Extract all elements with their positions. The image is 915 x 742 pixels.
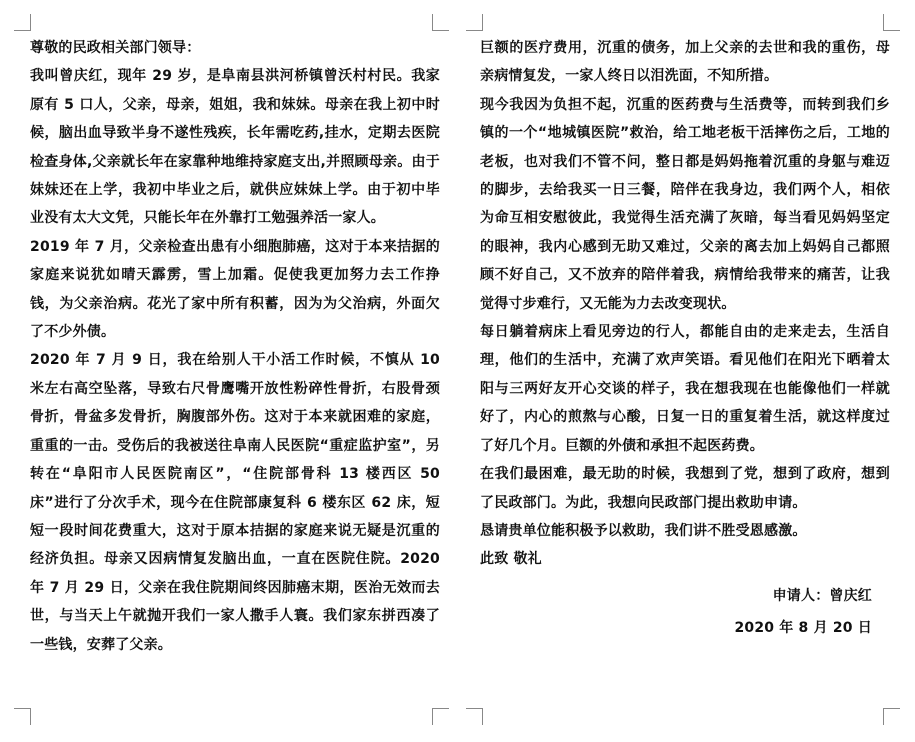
closing-line: 此致 敬礼 (480, 551, 542, 568)
crop-mark-top-right (883, 14, 900, 31)
application-date: 2020 年 8 月 20 日 (734, 620, 872, 637)
crop-mark-bottom-left (466, 708, 483, 725)
document-page-right (458, 0, 915, 742)
applicant-signature: 申请人：曾庆红 (772, 587, 872, 604)
crop-mark-top-right (432, 14, 449, 31)
paragraph: 现今我因为负担不起，沉重的医药费与生活费等，而转到我们乡镇的一个“地城镇医院”救治，给工地老板干活摔伤之后，工地的老板，也对我们不管不问，整日都是妈妈拖着沉重的身躯与难迈的脚步，去给我买一日三餐，陪伴在我身边，我们两个人，相依为命互相安慰彼此，我觉得生活充满了灰暗，每当看见妈妈坚定的眼神，我内心感到无助又难过，父亲的离去加上妈妈自己都照顾不好自己，又不放弃的陪伴着我，病情给我带来的痛苦，让我觉得寸步难行，又无能为力去改变现状。 (480, 96, 890, 312)
crop-mark-top-left (14, 14, 31, 31)
paragraph: 我叫曾庆红，现年 29 岁，是阜南县洪河桥镇曾沃村村民。我家原有 5 口人，父亲，母亲，姐姐，我和妹妹。母亲在我上初中时候，脑出血导致半身不遂性残疾，长年需吃药,挂水，定期去医院检查身体,父亲就长年在家靠种地维持家庭支出,并照顾母亲。由于妹妹还在上学，我初中毕业之后，就供应妹妹上学。由于初中毕业没有太大文凭，只能长年在外靠打工勉强养活一家人。 (30, 68, 440, 227)
paragraph: 2020 年 7 月 9 日，我在给别人干小活工作时候，不慎从 10 米左右高空坠落，导致右尺骨鹰嘴开放性粉碎性骨折，右股骨颈骨折，骨盆多发骨折，胸腹部外伤。这对于本来就困难的家庭，重重的一击。受伤后的我被送往阜南人民医院“重症监护室”，另转在“阜阳市人民医院南区”，“住院部骨科 13 楼西区 50 床”进行了分次手术，现今在住院部康复科 6 楼东区 62 床，短短一段时间花费重大，这对于原本拮据的家庭来说无疑是沉重的经济负担。母亲又因病情复发脑出血，一直在医院住院。2020 年 7 月 29 日，父亲在我住院期间终因肺癌末期，医治无效而去世，与当天上午就抛开我们一家人撒手人寰。我们家东拼西凑了一些钱，安葬了父亲。 (30, 352, 440, 653)
paragraph: 在我们最困难，最无助的时候，我想到了党，想到了政府，想到了民政部门。为此，我想向民政部门提出救助申请。 (480, 466, 890, 511)
paragraph: 2019 年 7 月，父亲检查出患有小细胞肺癌，这对于本来拮据的家庭来说犹如晴天霹雳，雪上加霜。促使我更加努力去工作挣钱，为父亲治病。花光了家中所有积蓄，因为为父治病，外面欠了不少外债。 (30, 238, 440, 341)
paragraph: 巨额的医疗费用，沉重的债务，加上父亲的去世和我的重伤，母亲病情复发，一家人终日以泪洗面，不知所措。 (480, 40, 890, 85)
crop-mark-bottom-right (432, 708, 449, 725)
paragraph: 每日躺着病床上看见旁边的行人，都能自由的走来走去，生活自理，他们的生活中，充满了欢声笑语。看见他们在阳光下晒着太阳与三两好友开心交谈的样子，我在想我现在也能像他们一样就好了，内心的煎熬与心酸，日复一日的重复着生活，就这样度过了好几个月。巨额的外债和承担不起医药费。 (480, 324, 890, 454)
paragraph: 恳请贵单位能积极予以救助，我们讲不胜受恩感激。 (480, 522, 807, 539)
left-text-column (30, 34, 440, 659)
crop-mark-top-left (466, 14, 483, 31)
salutation: 尊敬的民政相关部门领导： (30, 40, 201, 56)
right-text-column (480, 34, 890, 643)
crop-mark-bottom-right (883, 708, 900, 725)
crop-mark-bottom-left (14, 708, 31, 725)
